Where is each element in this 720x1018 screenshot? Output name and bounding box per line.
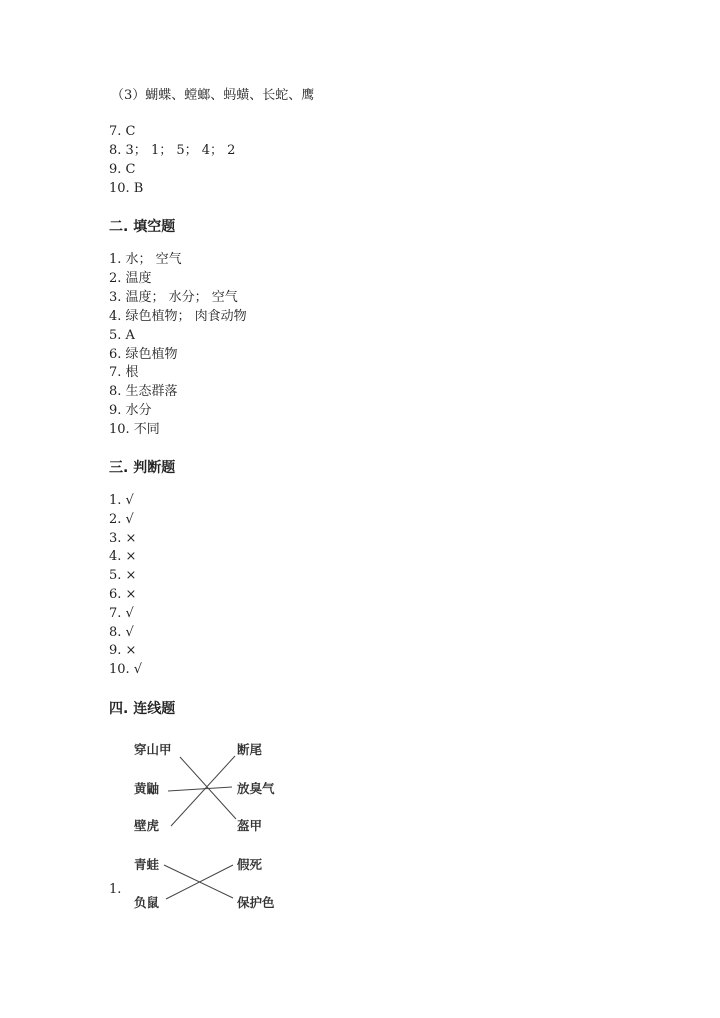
answer-line: 6. 绿色植物	[109, 347, 178, 362]
match-right-item: 保护色	[237, 895, 275, 910]
answer-line: 7. 根	[109, 365, 139, 380]
answer-line: 2. √	[109, 512, 134, 527]
match-left-item: 壁虎	[134, 818, 160, 833]
match-line-fushu-jiasi	[166, 865, 233, 899]
intro-line: （3）蝴蝶、螳螂、蚂蟥、长蛇、鹰	[111, 88, 315, 103]
match-left-item: 青蛙	[134, 857, 160, 872]
answer-line: 9. ×	[109, 643, 137, 658]
answer-line: 7. √	[109, 606, 134, 621]
answer-line: 4. ×	[109, 549, 137, 564]
question-number: 1.	[109, 882, 122, 897]
answer-line: 10. √	[109, 662, 143, 677]
match-right-item: 假死	[237, 857, 263, 872]
answer-line: 8. 3； 1； 5； 4； 2	[109, 143, 236, 158]
match-right-item: 盔甲	[237, 818, 263, 833]
answer-line: 9. C	[109, 162, 136, 177]
match-right-item: 放臭气	[237, 781, 275, 796]
section-heading-true-false: 三. 判断题	[109, 460, 176, 476]
answer-line: 1. 水； 空气	[109, 252, 182, 267]
answer-line: 10. 不同	[109, 422, 160, 437]
answer-line: 2. 温度	[109, 271, 152, 286]
match-left-item: 黄鼬	[134, 781, 160, 796]
match-line-bihu-duanwei	[171, 756, 235, 826]
match-line-huangyou-fangchouqi	[168, 787, 232, 791]
answer-line: 3. 温度； 水分； 空气	[109, 290, 238, 305]
answer-line: 8. √	[109, 625, 134, 640]
match-left-item: 穿山甲	[134, 742, 172, 757]
answer-line: 8. 生态群落	[109, 384, 178, 399]
answer-line: 9. 水分	[109, 403, 152, 418]
section-heading-matching: 四. 连线题	[109, 701, 176, 717]
match-left-item: 负鼠	[134, 895, 160, 910]
answer-line: 6. ×	[109, 587, 137, 602]
answer-line: 4. 绿色植物； 肉食动物	[109, 309, 247, 324]
answer-line: 1. √	[109, 493, 134, 508]
answer-line: 10. B	[109, 181, 144, 196]
answer-line: 3. ×	[109, 531, 137, 546]
answer-line: 7. C	[109, 124, 136, 139]
answer-line: 5. ×	[109, 568, 137, 583]
match-right-item: 断尾	[237, 742, 263, 757]
answer-line: 5. A	[109, 328, 135, 343]
section-heading-fill-blank: 二. 填空题	[109, 219, 176, 235]
